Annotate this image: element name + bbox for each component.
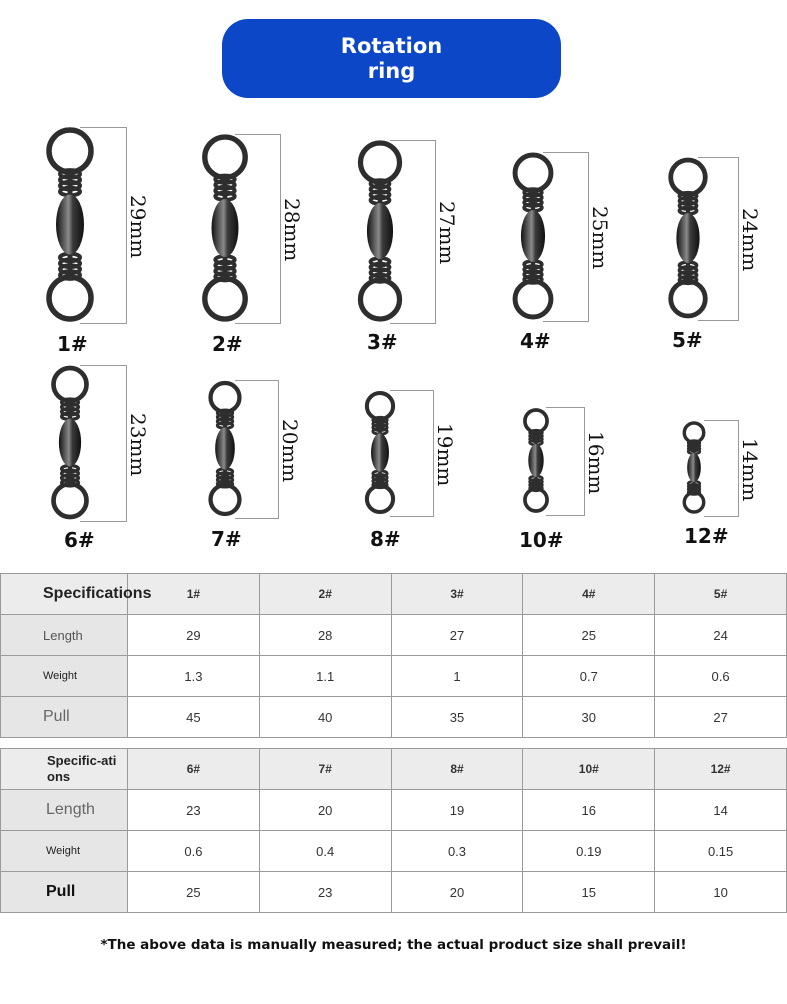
table-cell: 1.1 [259,656,391,697]
table-row-length [1,790,787,831]
column-header: 2# [259,574,391,615]
table-cell: 0.4 [259,831,391,872]
column-header: 3# [391,574,523,615]
size-label: 23mm [126,412,150,476]
table-row-length [1,615,787,656]
swivel-number: 4# [520,329,551,353]
table-cell: 27 [655,697,787,738]
measure-bracket [704,420,739,517]
table-cell: 0.6 [655,656,787,697]
table-cell: 0.3 [391,831,523,872]
table-cell: 15 [523,872,655,913]
table-cell: 40 [259,697,391,738]
size-label: 27mm [435,201,459,265]
table-cell: 25 [523,615,655,656]
column-header: 1# [128,574,260,615]
table-cell: 10 [655,872,787,913]
swivel-number: 3# [367,330,398,354]
table-cell: 25 [128,872,260,913]
table-cell: 23 [128,790,260,831]
column-header: 5# [655,574,787,615]
size-label: 24mm [738,208,762,272]
size-label: 28mm [280,198,304,262]
swivel-number: 7# [211,527,242,551]
table-cell: 19 [391,790,523,831]
column-header: 8# [391,749,523,790]
swivel-number: 8# [370,527,401,551]
swivel-number: 2# [212,332,243,356]
measure-bracket [80,127,127,324]
row-label: Pull [1,697,128,738]
swivel-number: 5# [672,328,703,352]
measure-bracket [235,380,279,519]
measure-bracket [390,140,436,324]
swivel-number: 6# [64,528,95,552]
table-cell: 20 [391,872,523,913]
title-banner [222,19,561,98]
size-label: 19mm [433,422,457,486]
measure-bracket [546,407,585,516]
measure-bracket [390,390,434,517]
table-cell: 0.19 [523,831,655,872]
table-header-row [1,574,787,615]
table-cell: 1 [391,656,523,697]
size-label: 25mm [588,206,612,270]
table-row-weight [1,656,787,697]
table-cell: 35 [391,697,523,738]
swivel-number: 1# [57,332,88,356]
table-cell: 28 [259,615,391,656]
table-cell: 20 [259,790,391,831]
measure-bracket [543,152,589,322]
column-header: 4# [523,574,655,615]
swivel-number: 12# [684,524,729,548]
table-cell: 1.3 [128,656,260,697]
table-cell: 23 [259,872,391,913]
row-label: Length [1,615,128,656]
spec-table-1 [0,573,787,738]
table-cell: 0.15 [655,831,787,872]
row-label: Weight [1,656,128,697]
table-cell: 16 [523,790,655,831]
row-label: Pull [1,872,128,913]
table-cell: 29 [128,615,260,656]
swivel-number: 10# [519,528,564,552]
spec-table-2 [0,748,787,913]
row-label: Weight [1,831,128,872]
title-text: Rotation ring [340,33,443,83]
row-label: Length [1,790,128,831]
table-cell: 0.7 [523,656,655,697]
table-header-row [1,749,787,790]
table-cell: 14 [655,790,787,831]
measure-bracket [235,134,281,324]
table-row-weight [1,831,787,872]
column-header: 7# [259,749,391,790]
measure-bracket [80,365,127,522]
measure-bracket [698,157,739,321]
table-cell: 0.6 [128,831,260,872]
table-row-pull [1,872,787,913]
header-label [1,749,128,790]
size-label: 20mm [278,418,302,482]
table-cell: 24 [655,615,787,656]
table-cell: 45 [128,697,260,738]
table-row-pull [1,697,787,738]
size-label: 14mm [738,437,762,501]
column-header: 10# [523,749,655,790]
disclaimer-note: *The above data is manually measured; the actual product size shall prevail! [100,937,687,953]
table-cell: 27 [391,615,523,656]
size-label: 29mm [126,194,150,258]
column-header: 12# [655,749,787,790]
table-cell: 30 [523,697,655,738]
size-label: 16mm [584,430,608,494]
column-header: 6# [128,749,260,790]
header-label-text: Specific-ations [47,753,117,784]
header-label: Specifications [1,574,128,615]
